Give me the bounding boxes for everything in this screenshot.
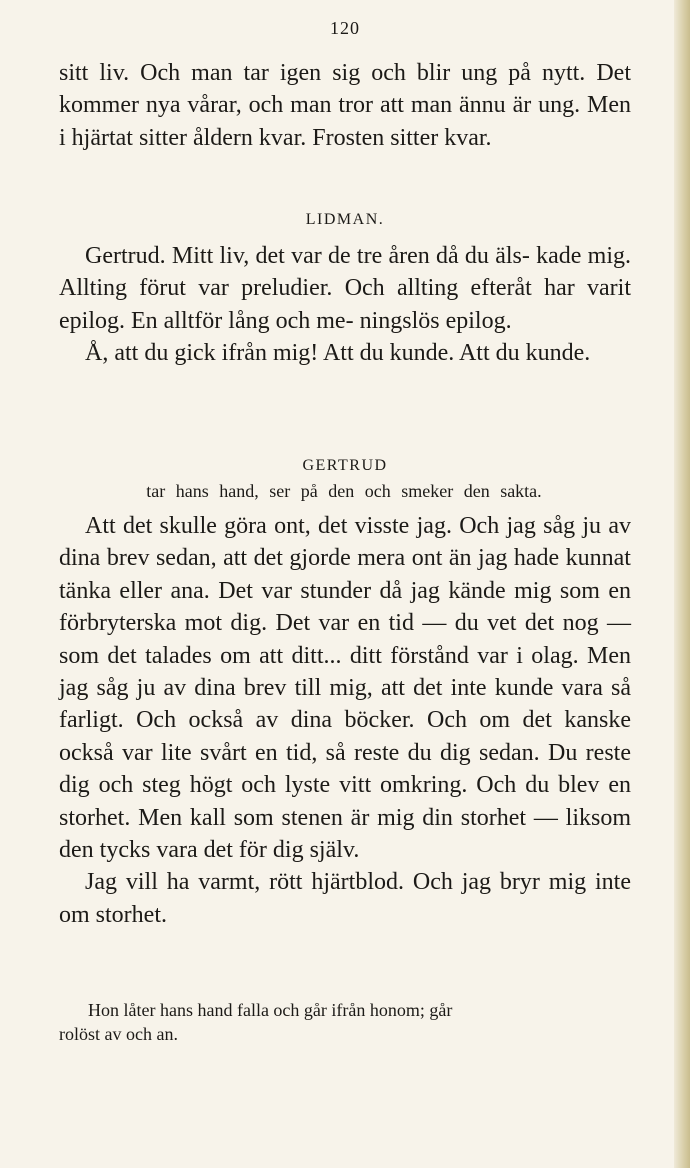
text-line: är ung. Men i hjärtat sitter åldern kvar. Frosten — [59, 92, 631, 151]
text-line: Det kommer nya vårar, och man tror att man ännu — [59, 60, 631, 119]
text-paragraph — [59, 510, 631, 866]
speaker-name-lidman: LIDMAN. — [305, 211, 385, 228]
text-line: stenen är mig din storhet — liksom den tycks vara — [59, 804, 632, 864]
text-line: kade mig. Allting förut var preludier. Och allting — [59, 243, 632, 302]
stage-direction-closing — [59, 998, 634, 1046]
text-line: rolöst av och an. — [59, 1024, 178, 1044]
text-line: Jag vill ha varmt, rött hjärtblod. Och jag bryr — [85, 869, 549, 896]
text-line: än jag hade kunnat tänka eller ana. Det var stunder — [59, 545, 631, 604]
text-line: såg ju av dina brev sedan, att det gjorde mera ont — [59, 513, 631, 572]
text-line: såg ju av dina brev till mig, att det inte kunde vara — [96, 675, 612, 702]
text-line: om att ditt... ditt förstånd var i olag. Men jag — [59, 642, 631, 702]
text-paragraph — [88, 998, 634, 1022]
text-line: kunde. — [525, 340, 591, 367]
text-line: sedan. Du reste dig och steg högt och lyste vitt — [59, 739, 631, 799]
speaker-name-gertrud: GERTRUD — [302, 457, 388, 474]
text-line: så farligt. Och också av dina böcker. Och om det — [59, 675, 632, 734]
text-line: Att det skulle göra ont, det visste jag. Och jag — [85, 513, 544, 539]
text-line: kanske också var lite svårt en tid, så reste du dig — [59, 707, 631, 766]
text-line: Hon låter hans hand falla och går ifrån honom; går — [88, 1000, 453, 1020]
text-line: efteråt har varit epilog. En alltför lång och me- — [59, 275, 631, 334]
text-line: sitt liv. Och man tar igen sig och blir ung på nytt. — [59, 60, 597, 86]
page-edge — [674, 0, 690, 1168]
text-line: mig inte om storhet. — [59, 869, 631, 928]
text-block-opening — [59, 57, 631, 154]
text-line: då jag kände mig som en förbryterska mot dig. — [59, 577, 631, 637]
text-line: ningslös epilog. — [359, 307, 512, 334]
text-paragraph — [59, 240, 631, 337]
text-block-gertrud — [59, 510, 631, 931]
text-paragraph — [59, 337, 631, 369]
text-line: det för dig själv. — [203, 837, 360, 864]
text-line: Det var en tid — du vet det nog — som det talades — [59, 610, 631, 669]
stage-direction: tar hans hand, ser på den och smeker den sakta. — [146, 481, 542, 501]
text-line: omkring. Och du blev en storhet. Men kall som — [59, 772, 631, 831]
text-paragraph — [59, 1022, 634, 1046]
text-paragraph — [59, 866, 631, 931]
page-number: 120 — [330, 18, 360, 38]
text-line: Gertrud. Mitt liv, det var de tre åren då du äls- — [85, 243, 537, 269]
text-line: sitter kvar. — [390, 124, 492, 151]
text-line: Å, att du gick ifrån mig! Att du kunde. Att du — [85, 340, 526, 367]
text-block-lidman — [59, 240, 631, 370]
text-paragraph — [59, 57, 631, 154]
